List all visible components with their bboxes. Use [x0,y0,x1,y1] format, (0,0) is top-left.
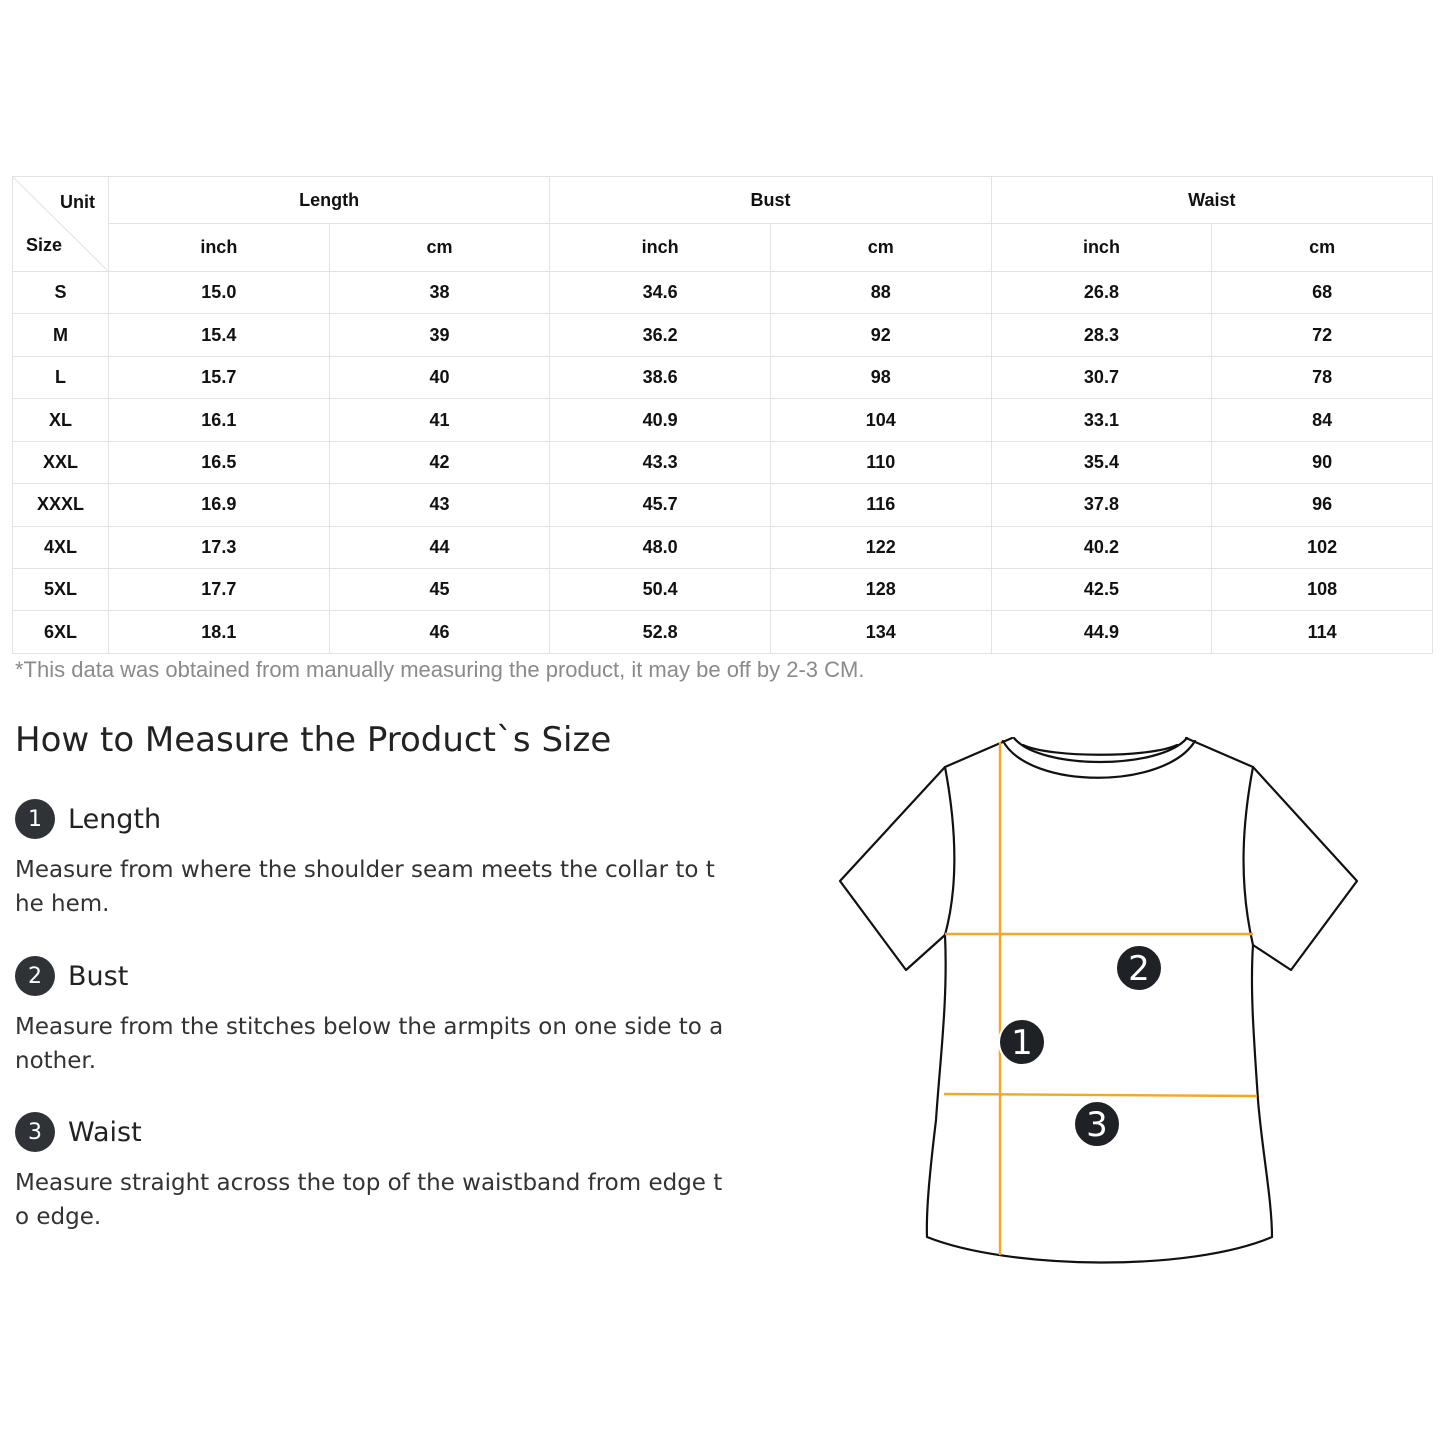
measurement-cell: 16.1 [109,399,330,441]
unit-header: cm [329,224,550,272]
measurement-cell: 15.0 [109,271,330,313]
measurement-cell: 45 [329,569,550,611]
size-label-cell: XXL [13,441,109,483]
measurement-cell: 88 [770,271,991,313]
measurement-cell: 102 [1212,526,1433,568]
measurement-cell: 38.6 [550,356,771,398]
table-row [13,271,1433,313]
step-waist [15,1111,735,1234]
measurement-cell: 16.5 [109,441,330,483]
measurement-cell: 41 [329,399,550,441]
marker-label: 1 [1011,1023,1033,1063]
unit-header: cm [1212,224,1433,272]
measurement-cell: 84 [1212,399,1433,441]
group-header-waist: Waist [991,177,1432,224]
table-body [13,271,1433,653]
measurement-cell: 30.7 [991,356,1212,398]
measurement-cell: 37.8 [991,484,1212,526]
corner-unit-label: Unit [60,192,95,212]
step-number-badge: 1 [15,799,55,839]
measurement-cell: 40.9 [550,399,771,441]
measurement-cell: 108 [1212,569,1433,611]
measurement-cell: 122 [770,526,991,568]
measurement-cell: 36.2 [550,314,771,356]
size-label-cell: 4XL [13,526,109,568]
measurement-cell: 128 [770,569,991,611]
table-row [13,611,1433,654]
size-label-cell: 6XL [13,611,109,654]
step-name: Bust [68,960,129,992]
step-number-badge: 2 [15,956,55,996]
measurement-cell: 68 [1212,271,1433,313]
measurement-cell: 40 [329,356,550,398]
left-armhole-seam [945,767,954,935]
measurement-cell: 40.2 [991,526,1212,568]
measurement-cell: 33.1 [991,399,1212,441]
size-label-cell: XXXL [13,484,109,526]
size-label-cell: XL [13,399,109,441]
measurement-cell: 52.8 [550,611,771,654]
table-row [13,314,1433,356]
step-description: Measure from the stitches below the armpits on one side to another. [15,1014,724,1074]
measurement-cell: 43.3 [550,441,771,483]
marker-waist [1074,1101,1120,1147]
measurement-cell: 96 [1212,484,1433,526]
measurement-cell: 15.4 [109,314,330,356]
group-header-bust: Bust [550,177,991,224]
marker-label: 2 [1128,949,1150,989]
measurement-cell: 16.9 [109,484,330,526]
marker-bust [1116,945,1162,991]
measurement-cell: 78 [1212,356,1433,398]
measurement-cell: 114 [1212,611,1433,654]
collar-stitch [1023,745,1177,755]
measurement-cell: 92 [770,314,991,356]
measurement-cell: 50.4 [550,569,771,611]
tshirt-diagram [830,730,1370,1275]
measurement-cell: 48.0 [550,526,771,568]
marker-length [999,1019,1045,1065]
measurement-cell: 42.5 [991,569,1212,611]
guide-title: How to Measure the Product`s Size [15,720,612,760]
measurement-cell: 44.9 [991,611,1212,654]
size-chart-table [12,176,1433,654]
table-row [13,399,1433,441]
measurement-note: *This data was obtained from manually measuring the product, it may be off by 2-3 CM. [15,657,865,682]
measurement-cell: 18.1 [109,611,330,654]
step-name: Length [68,803,162,835]
unit-header: inch [550,224,771,272]
unit-header: cm [770,224,991,272]
measurement-cell: 134 [770,611,991,654]
step-bust [15,955,735,1078]
measurement-cell: 43 [329,484,550,526]
measurement-cell: 42 [329,441,550,483]
measurement-cell: 34.6 [550,271,771,313]
table-row [13,441,1433,483]
corner-cell [13,177,109,272]
tshirt-outline [840,738,1357,1263]
measurement-cell: 72 [1212,314,1433,356]
step-length [15,798,735,921]
measurement-cell: 17.3 [109,526,330,568]
size-label-cell: 5XL [13,569,109,611]
measurement-cell: 28.3 [991,314,1212,356]
measurement-cell: 110 [770,441,991,483]
unit-header: inch [109,224,330,272]
waist-measure-line [944,1094,1257,1096]
step-name: Waist [68,1116,142,1148]
table-row [13,356,1433,398]
corner-size-label: Size [26,235,63,255]
step-number-badge: 3 [15,1112,55,1152]
measurement-cell: 44 [329,526,550,568]
measurement-cell: 39 [329,314,550,356]
measurement-cell: 26.8 [991,271,1212,313]
collar-outer [1003,741,1195,778]
measurement-cell: 90 [1212,441,1433,483]
measurement-cell: 17.7 [109,569,330,611]
size-label-cell: M [13,314,109,356]
step-description: Measure from where the shoulder seam meets the collar to the hem. [15,857,715,917]
step-description: Measure straight across the top of the waistband from edge to edge. [15,1170,723,1230]
measurement-cell: 35.4 [991,441,1212,483]
table-row [13,569,1433,611]
table-row [13,526,1433,568]
group-header-length: Length [109,177,550,224]
measurement-cell: 46 [329,611,550,654]
measurement-cell: 45.7 [550,484,771,526]
size-label-cell: S [13,271,109,313]
measurement-cell: 104 [770,399,991,441]
marker-label: 3 [1086,1105,1108,1145]
table-row [13,484,1433,526]
right-armhole-seam [1244,767,1253,945]
measurement-cell: 15.7 [109,356,330,398]
measurement-cell: 98 [770,356,991,398]
measurement-cell: 116 [770,484,991,526]
size-label-cell: L [13,356,109,398]
unit-header: inch [991,224,1212,272]
measurement-cell: 38 [329,271,550,313]
